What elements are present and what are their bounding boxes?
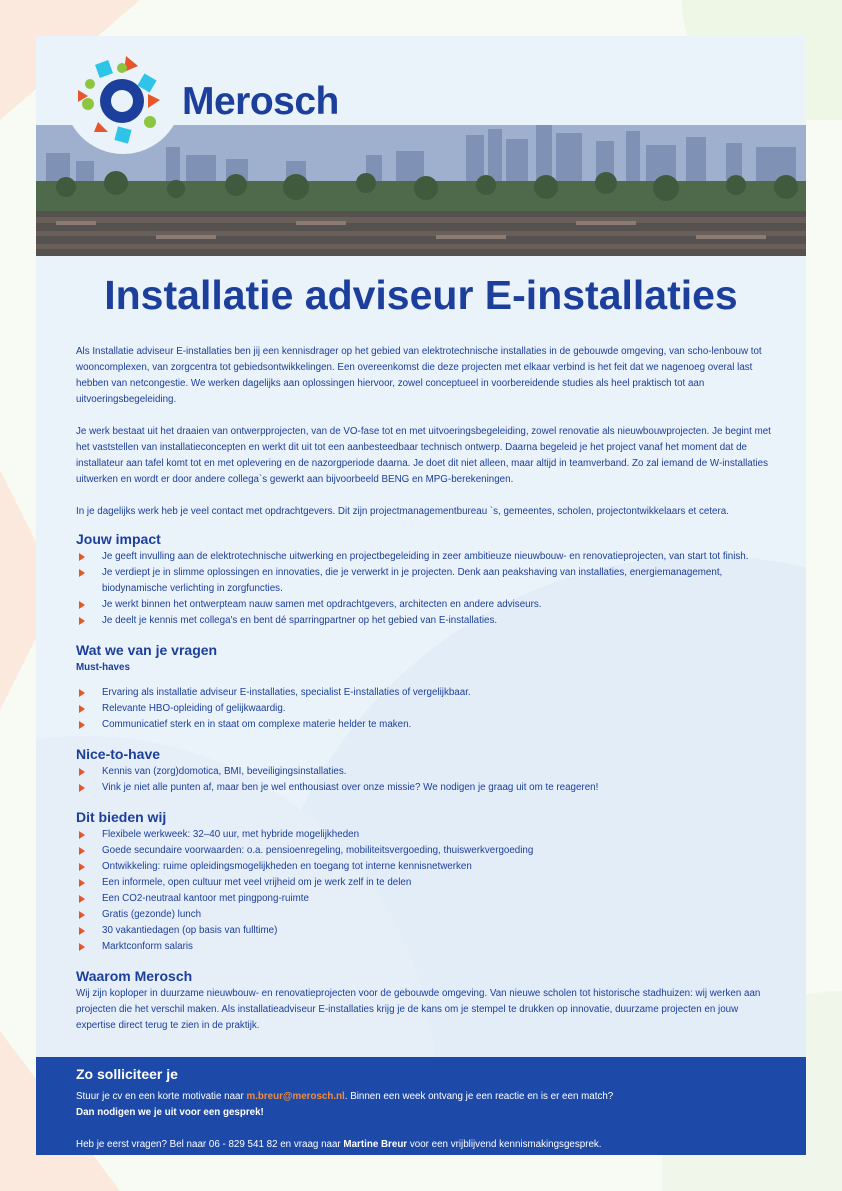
nice-to-have-list — [76, 764, 776, 796]
section-heading-impact: Jouw impact — [76, 531, 161, 547]
list-item: Flexibele werkweek: 32–40 uur, met hybride mogelijkheden — [76, 827, 776, 843]
section-heading-ask: Wat we van je vragen — [76, 642, 218, 658]
list-item: Een CO2-neutraal kantoor met pingpong-ruimte — [76, 891, 776, 907]
apply-text: . Binnen een week ontvang je een reactie en is er een match? — [344, 1091, 614, 1102]
list-item: Ontwikkeling: ruime opleidingsmogelijkheden en toegang tot interne kennisnetwerken — [76, 859, 776, 875]
list-item: Kennis van (zorg)domotica, BMI, beveiligingsinstallaties. — [76, 764, 776, 780]
list-item: Een informele, open cultuur met veel vrijheid om je werk zelf in te delen — [76, 875, 776, 891]
apply-line — [76, 1137, 766, 1153]
merosch-logo-icon — [64, 36, 182, 154]
apply-text: Heb je eerst vragen? Bel naar 06 - 829 541 82 en vraag naar — [76, 1139, 344, 1150]
list-item: Goede secundaire voorwaarden: o.a. pensioenregeling, mobiliteitsvergoeding, thuiswerkvergoeding — [76, 843, 776, 859]
list-item: Gratis (gezonde) lunch — [76, 907, 776, 923]
apply-invite: Dan nodigen we je uit voor een gesprek! — [76, 1107, 264, 1118]
spacer — [76, 1121, 766, 1137]
apply-text: voor een vrijblijvend kennismakingsgesprek. — [407, 1139, 602, 1150]
list-item: Je verdiept je in slimme oplossingen en innovaties, die je verwerkt in je projecten. Denk aan peakshaving van installaties, energiemanagement, biodynamische verlichting in zorgfuncties. — [76, 565, 776, 597]
intro-paragraph: Als Installatie adviseur E-installaties ben jij een kennisdrager op het gebied van elektrotechnische installaties in de gebouwde omgeving, van scho-lenbouw tot wooncomplexen, van zorgcentra tot gebiedsontwikkelingen. Een overeenkomst die deze projecten met elkaar verbind is het feit dat we nagenoeg overal last hebben van netcongestie. We werken dagelijks aan oplossingen hiervoor, zowel conceptueel in voorbereidende studies als heel praktisch tot aan uitvoeringsbegeleiding. — [76, 346, 762, 405]
list-item: Relevante HBO-opleiding of gelijkwaardig. — [76, 701, 776, 717]
section-heading-offer: Dit bieden wij — [76, 809, 167, 825]
section-heading-apply: Zo solliciteer je — [76, 1066, 178, 1082]
vacancy-card — [36, 36, 806, 1155]
subheading-must-haves: Must-haves — [76, 662, 130, 673]
intro-paragraph: Je werk bestaat uit het draaien van ontwerpprojecten, van de VO-fase tot en met uitvoeringsbegeleiding, zowel renovatie als nieuwbouwprojecten. Je begint met het vaststellen van installatieconcepten en werkt dit uit tot een aanbesteedbaar technisch ontwerp. Daarna begeleid je het project vanaf het moment dat de installateur aan tafel komt tot en met oplevering en de nazorgperiode daarna. Je doet dit niet alleen, maar altijd in teamverband. Zo zal iemand de W-installaties uitwerken en wordt er door andere collega`s gewerkt aan bijvoorbeeld BENG en MPG-berekeningen. — [76, 426, 771, 485]
list-item: Ervaring als installatie adviseur E-installaties, specialist E-installaties of vergelijkbaar. — [76, 685, 776, 701]
list-item: Je werkt binnen het ontwerpteam nauw samen met opdrachtgevers, architecten en andere adviseurs. — [76, 597, 776, 613]
intro-paragraph: In je dagelijks werk heb je veel contact met opdrachtgevers. Dit zijn projectmanagementbureau `s, gemeentes, scholen, projectontwikkelaars et cetera. — [76, 506, 729, 517]
list-item: Je geeft invulling aan de elektrotechnische uitwerking en projectbegeleiding in zeer ambitieuze nieuwbouw- en renovatieprojecten, van start tot finish. — [76, 549, 776, 565]
why-paragraph: Wij zijn koploper in duurzame nieuwbouw- en renovatieprojecten voor de gebouwde omgeving. Van nieuwe scholen tot historische stadhuizen: wij werken aan projecten die het verschil maken. Als installatieadviseur E-installaties krijg je de kans om je stempel te drukken op innovatie, duurzame projecten en jouw expertise direct terug te zien in de praktijk. — [76, 988, 761, 1031]
apply-text: Stuur je cv en een korte motivatie naar — [76, 1091, 247, 1102]
main-content — [76, 344, 776, 1034]
contact-name: Martine Breur — [343, 1139, 408, 1150]
brand-name: Merosch — [182, 80, 339, 123]
list-item: Marktconform salaris — [76, 939, 776, 955]
must-haves-list — [76, 685, 776, 733]
logo-badge — [64, 36, 182, 154]
impact-list — [76, 549, 776, 629]
list-item: Communicatief sterk en in staat om complexe materie helder te maken. — [76, 717, 776, 733]
apply-line — [76, 1105, 766, 1121]
list-item: Je deelt je kennis met collega's en bent dé sparringpartner op het gebied van E-installaties. — [76, 613, 776, 629]
job-title: Installatie adviseur E-installaties — [104, 272, 738, 318]
apply-line — [76, 1089, 766, 1105]
offer-list — [76, 827, 776, 955]
apply-section — [36, 1057, 806, 1155]
list-item: 30 vakantiedagen (op basis van fulltime) — [76, 923, 776, 939]
email-link[interactable]: m.breur@merosch.nl — [246, 1091, 345, 1102]
section-heading-why: Waarom Merosch — [76, 968, 193, 984]
section-heading-nice: Nice-to-have — [76, 746, 161, 762]
list-item: Vink je niet alle punten af, maar ben je wel enthousiast over onze missie? We nodigen je graag uit om te reageren! — [76, 780, 776, 796]
